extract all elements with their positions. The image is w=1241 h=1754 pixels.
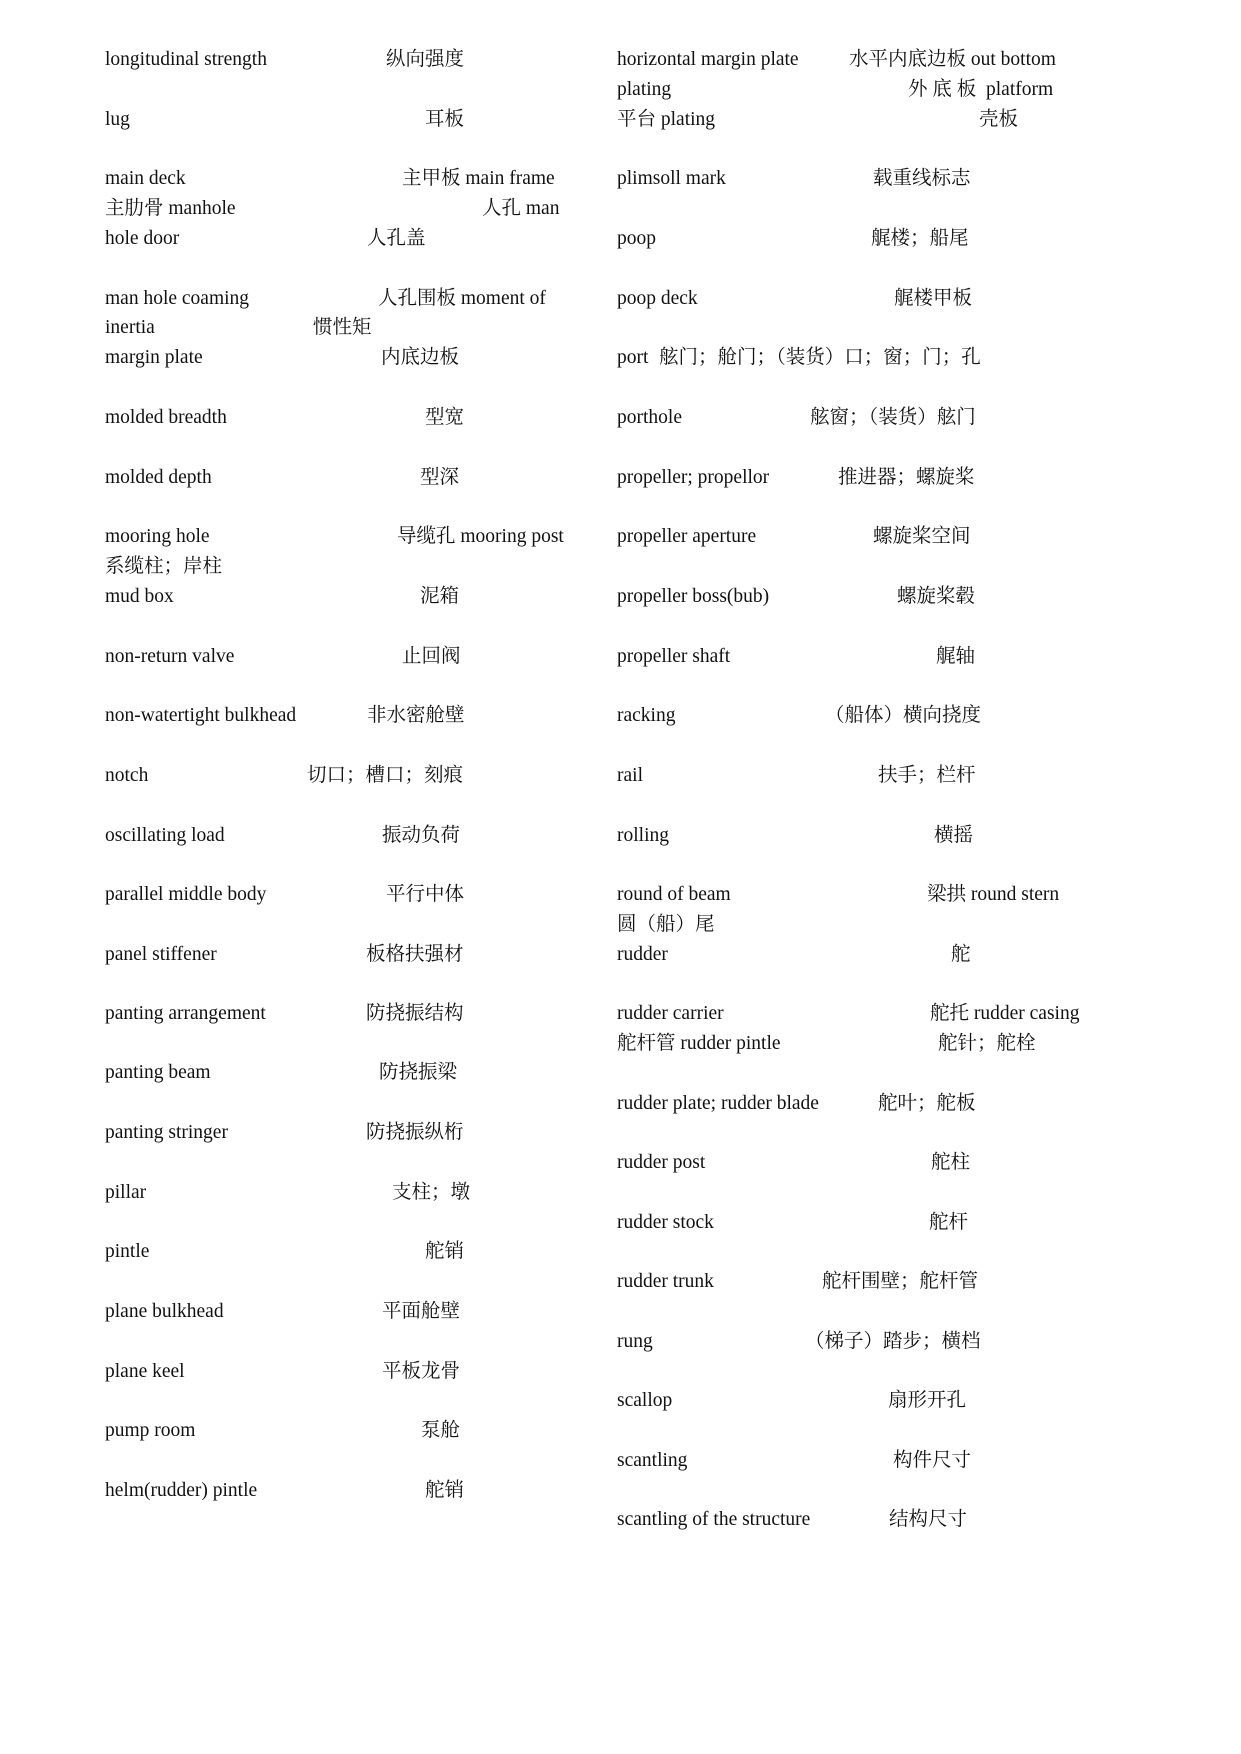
meaning-text: 舵销 bbox=[425, 1480, 465, 1501]
term-text: non-watertight bulkhead bbox=[105, 705, 297, 726]
glossary-line bbox=[0, 463, 1241, 493]
meaning-text: 舵 bbox=[951, 944, 971, 965]
term-text: plane keel bbox=[105, 1361, 185, 1382]
glossary-line bbox=[0, 1327, 1241, 1357]
meaning-text: 推进器；螺旋桨 bbox=[838, 467, 975, 488]
meaning-text: 振动负荷 bbox=[382, 825, 461, 846]
glossary-line bbox=[0, 1446, 1241, 1476]
glossary-line bbox=[0, 1208, 1241, 1238]
meaning-text: 泵舱 bbox=[421, 1420, 461, 1441]
term-text: 主肋骨 manhole bbox=[105, 198, 236, 219]
meaning-text: 泥箱 bbox=[420, 586, 460, 607]
term-text: plane bulkhead bbox=[105, 1301, 224, 1322]
meaning-text: 艉轴 bbox=[936, 646, 976, 667]
meaning-text: 平行中体 bbox=[386, 884, 465, 905]
term-text: rudder stock bbox=[617, 1212, 714, 1233]
glossary-line bbox=[0, 999, 1241, 1029]
term-text: mooring hole bbox=[105, 526, 210, 547]
meaning-text: 平面舱壁 bbox=[382, 1301, 461, 1322]
meaning-text: 导缆孔 mooring post bbox=[397, 526, 564, 547]
term-text: molded breadth bbox=[105, 407, 227, 428]
glossary-line bbox=[0, 821, 1241, 851]
meaning-text: 惯性矩 bbox=[313, 317, 372, 338]
meaning-text: 舵销 bbox=[425, 1241, 465, 1262]
term-text: poop bbox=[617, 228, 656, 249]
glossary-line bbox=[0, 1148, 1241, 1178]
term-text: poop deck bbox=[617, 288, 698, 309]
term-text: rudder trunk bbox=[617, 1271, 714, 1292]
glossary-line bbox=[0, 1505, 1241, 1535]
term-text: porthole bbox=[617, 407, 682, 428]
term-text: notch bbox=[105, 765, 149, 786]
term-text: mud box bbox=[105, 586, 174, 607]
meaning-text: 艉楼；船尾 bbox=[871, 228, 969, 249]
glossary-line bbox=[0, 1089, 1241, 1119]
meaning-text: 防挠振梁 bbox=[379, 1062, 458, 1083]
term-text: longitudinal strength bbox=[105, 49, 267, 70]
glossary-line bbox=[0, 403, 1241, 433]
glossary-line bbox=[0, 45, 1241, 75]
term-text: rudder plate; rudder blade bbox=[617, 1093, 819, 1114]
term-text: pintle bbox=[105, 1241, 150, 1262]
meaning-text: 载重线标志 bbox=[873, 168, 971, 189]
glossary-line bbox=[0, 224, 1241, 254]
meaning-text: 舷门；舱门；（装货）口；窗；门；孔 bbox=[659, 347, 981, 368]
term-text: propeller; propellor bbox=[617, 467, 770, 488]
meaning-text: 舵柱 bbox=[931, 1152, 971, 1173]
glossary-line bbox=[0, 343, 1241, 373]
meaning-text: 螺旋桨毂 bbox=[897, 586, 976, 607]
meaning-text: 切口；槽口；刻痕 bbox=[307, 765, 464, 786]
term-text: main deck bbox=[105, 168, 186, 189]
term-text: rung bbox=[617, 1331, 653, 1352]
meaning-text: 梁拱 round stern bbox=[927, 884, 1060, 905]
term-text: horizontal margin plate bbox=[617, 49, 799, 70]
meaning-text: 外 底 板 platform bbox=[908, 79, 1054, 100]
glossary-line bbox=[0, 582, 1241, 612]
meaning-text: 水平内底边板 out bottom bbox=[849, 49, 1056, 70]
meaning-text: 非水密舱壁 bbox=[367, 705, 465, 726]
term-text: scallop bbox=[617, 1390, 673, 1411]
meaning-text: 壳板 bbox=[979, 109, 1019, 130]
term-text: plating bbox=[617, 79, 672, 100]
term-text: pump room bbox=[105, 1420, 196, 1441]
glossary-line bbox=[0, 761, 1241, 791]
meaning-text: 舵杆 bbox=[929, 1212, 969, 1233]
glossary-line bbox=[0, 701, 1241, 731]
meaning-text: 舵针；舵栓 bbox=[938, 1033, 1036, 1054]
term-text: inertia bbox=[105, 317, 155, 338]
glossary-line bbox=[0, 284, 1241, 314]
meaning-text: 平板龙骨 bbox=[382, 1361, 461, 1382]
meaning-text: 螺旋桨空间 bbox=[873, 526, 971, 547]
term-text: lug bbox=[105, 109, 130, 130]
glossary-line bbox=[0, 1386, 1241, 1416]
glossary-line bbox=[0, 910, 1241, 940]
glossary-line bbox=[0, 75, 1241, 105]
meaning-text: 人孔围板 moment of bbox=[378, 288, 546, 309]
term-text: round of beam bbox=[617, 884, 731, 905]
term-text: rudder post bbox=[617, 1152, 706, 1173]
glossary-line bbox=[0, 940, 1241, 970]
meaning-text: 舵叶；舵板 bbox=[878, 1093, 976, 1114]
term-text: panting stringer bbox=[105, 1122, 228, 1143]
term-text: propeller aperture bbox=[617, 526, 757, 547]
meaning-text: 内底边板 bbox=[381, 347, 460, 368]
term-text: pillar bbox=[105, 1182, 147, 1203]
meaning-text: 型深 bbox=[420, 467, 460, 488]
glossary-line bbox=[0, 880, 1241, 910]
term-text: rail bbox=[617, 765, 643, 786]
meaning-text: 耳板 bbox=[425, 109, 465, 130]
term-text: propeller boss(bub) bbox=[617, 586, 770, 607]
glossary-line bbox=[0, 642, 1241, 672]
meaning-text: 防挠振纵桁 bbox=[366, 1122, 464, 1143]
meaning-text: 扇形开孔 bbox=[888, 1390, 967, 1411]
meaning-text: 舵杆围壁；舵杆管 bbox=[822, 1271, 979, 1292]
term-text: margin plate bbox=[105, 347, 203, 368]
term-text: port bbox=[617, 347, 649, 368]
glossary-line bbox=[0, 1267, 1241, 1297]
meaning-text: 主甲板 main frame bbox=[402, 168, 555, 189]
term-text: propeller shaft bbox=[617, 646, 731, 667]
meaning-text: 纵向强度 bbox=[386, 49, 465, 70]
term-text: hole door bbox=[105, 228, 180, 249]
term-text: scantling of the structure bbox=[617, 1509, 811, 1530]
term-text: parallel middle body bbox=[105, 884, 267, 905]
term-text: 圆（船）尾 bbox=[617, 914, 715, 935]
term-text: panel stiffener bbox=[105, 944, 217, 965]
meaning-text: 横摇 bbox=[934, 825, 974, 846]
glossary-line bbox=[0, 164, 1241, 194]
term-text: rudder carrier bbox=[617, 1003, 724, 1024]
term-text: plimsoll mark bbox=[617, 168, 726, 189]
meaning-text: 艉楼甲板 bbox=[894, 288, 973, 309]
meaning-text: 止回阀 bbox=[402, 646, 461, 667]
meaning-text: 支柱；墩 bbox=[392, 1182, 471, 1203]
term-text: rudder bbox=[617, 944, 668, 965]
meaning-text: 人孔盖 bbox=[367, 228, 426, 249]
glossary-line bbox=[0, 522, 1241, 552]
term-text: man hole coaming bbox=[105, 288, 250, 309]
meaning-text: 构件尺寸 bbox=[893, 1450, 972, 1471]
term-text: oscillating load bbox=[105, 825, 225, 846]
meaning-text: 人孔 man bbox=[482, 198, 560, 219]
meaning-text: 板格扶强材 bbox=[366, 944, 464, 965]
meaning-text: 防挠振结构 bbox=[366, 1003, 464, 1024]
term-text: panting beam bbox=[105, 1062, 211, 1083]
term-text: panting arrangement bbox=[105, 1003, 266, 1024]
glossary-line bbox=[0, 105, 1241, 135]
meaning-text: 舷窗；（装货）舷门 bbox=[810, 407, 976, 428]
term-text: non-return valve bbox=[105, 646, 235, 667]
meaning-text: （船体）横向挠度 bbox=[825, 705, 982, 726]
term-text: racking bbox=[617, 705, 676, 726]
term-text: rolling bbox=[617, 825, 669, 846]
glossary-line bbox=[0, 1029, 1241, 1059]
meaning-text: 型宽 bbox=[425, 407, 465, 428]
meaning-text: 结构尺寸 bbox=[889, 1509, 968, 1530]
meaning-text: （梯子）踏步；横档 bbox=[805, 1331, 981, 1352]
term-text: 舵杆管 rudder pintle bbox=[617, 1033, 781, 1054]
term-text: scantling bbox=[617, 1450, 688, 1471]
meaning-text: 舵托 rudder casing bbox=[930, 1003, 1080, 1024]
term-text: molded depth bbox=[105, 467, 212, 488]
meaning-text: 扶手；栏杆 bbox=[878, 765, 976, 786]
term-text: helm(rudder) pintle bbox=[105, 1480, 258, 1501]
term-text: 平台 plating bbox=[617, 109, 716, 130]
term-text: 系缆柱；岸柱 bbox=[105, 556, 223, 577]
